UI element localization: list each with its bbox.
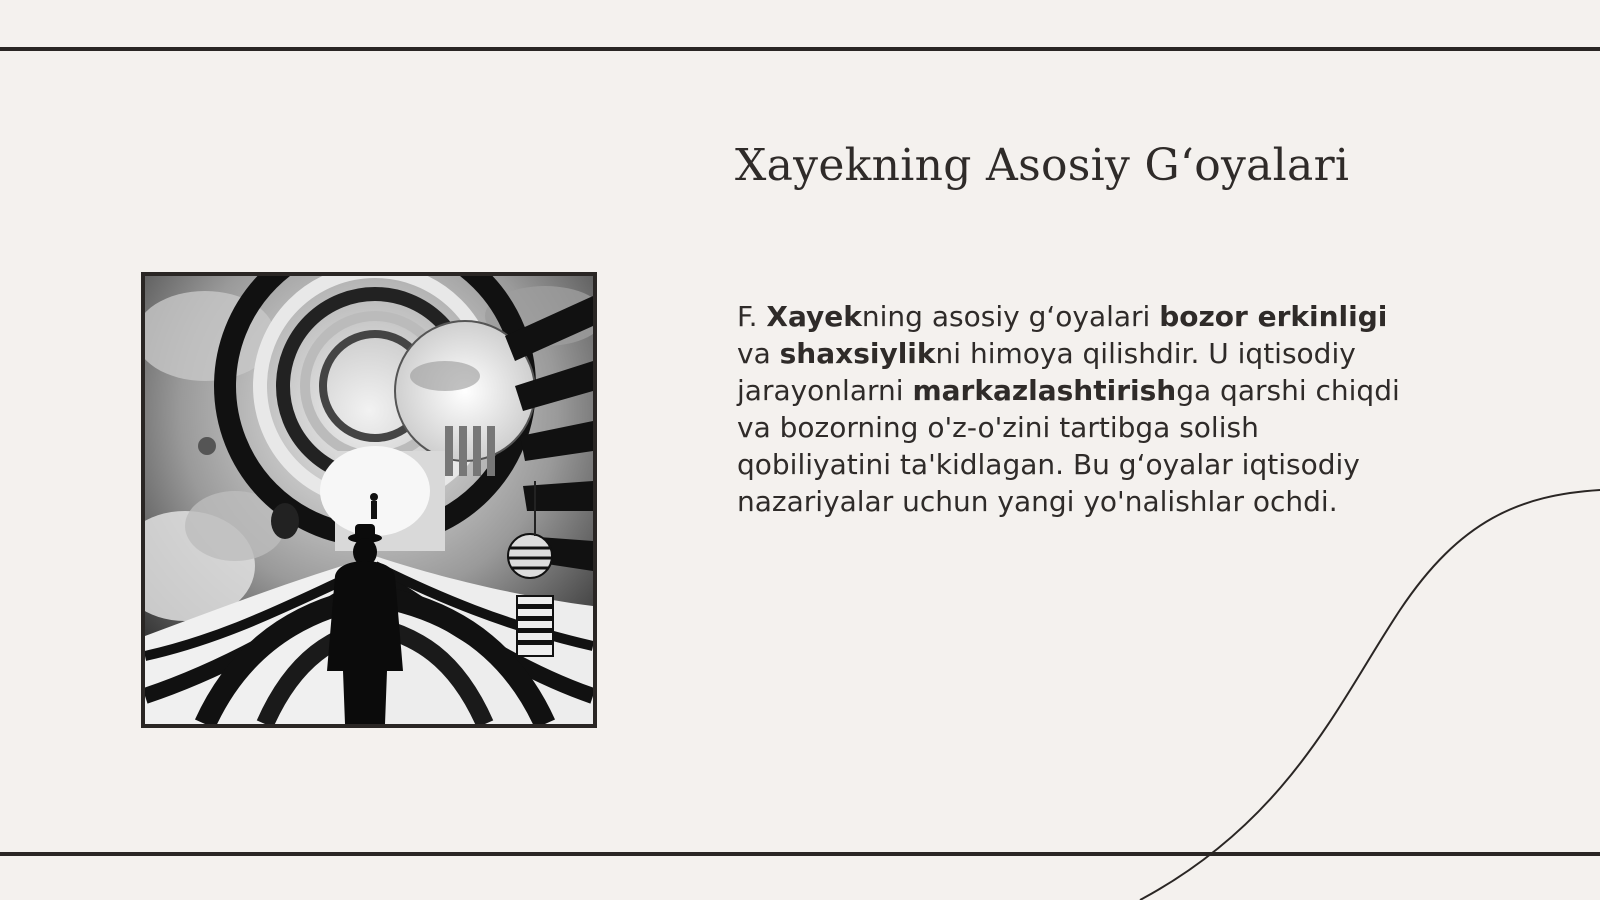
paragraph-bold-segment: shaxsiylik (779, 337, 936, 370)
paragraph-segment: ga qarshi chiqdi va bozorning o'z-o'zini tartibga solish qobiliyatini ta'kidlagan. Bu g‘oyalar iqtisodiy nazariyalar uchun yangi yo'nalishlar ochdi. (737, 374, 1400, 518)
paragraph-segment: F. (737, 300, 767, 333)
paragraph-segment: ni himoya qilishdir. U iqtisodiy jarayonlarni (737, 337, 1356, 407)
paragraph-bold-segment: Xayek (766, 300, 862, 333)
top-divider-line (0, 47, 1600, 51)
slide-paragraph (737, 298, 1417, 520)
collage-illustration (145, 276, 593, 724)
surreal-collage-image (141, 272, 597, 728)
paragraph-bold-segment: bozor erkinligi (1159, 300, 1388, 333)
bottom-divider-line (0, 852, 1600, 856)
slide-title: Xayekning Asosiy G‘oyalari (735, 140, 1350, 191)
paragraph-segment: ning asosiy g‘oyalari (861, 300, 1160, 333)
paragraph-bold-segment: markazlashtirish (912, 374, 1177, 407)
paragraph-segment: va (737, 337, 780, 370)
